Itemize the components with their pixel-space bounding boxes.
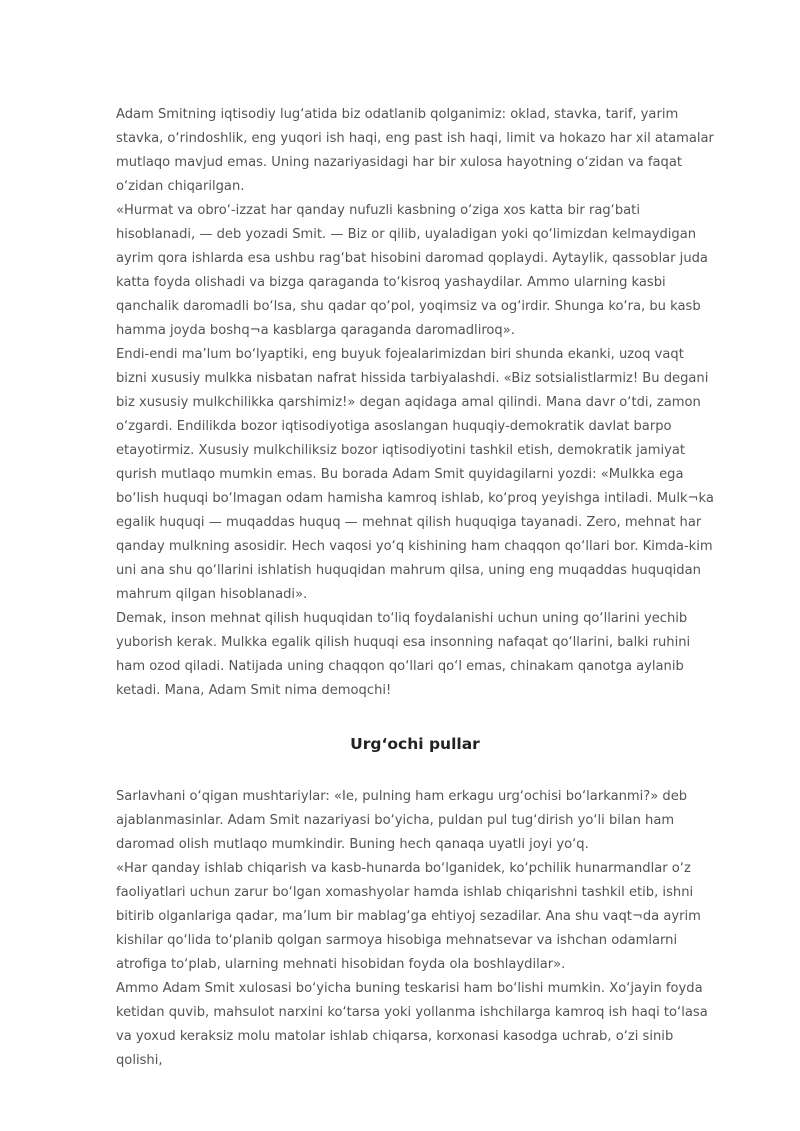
section-heading: Urg‘ochi pullar — [350, 735, 480, 753]
paragraph: «Har qanday ishlab chiqarish va kasb-hunarda bo‘lganidek, ko‘pchilik hunarmandlar o‘z faoliyatlari uchun zarur bo‘lgan xomashyolar hamda ishlab chiqarishni tashkil etib, ishni bitirib olganlariga qadar, ma’lum bir mablag‘ga ehtiyoj sezadilar. Ana shu vaqt¬da ayrim kishilar qo‘lida to‘planib qolgan sarmoya hisobiga mehnatsevar va ishchan odamlarni atrofiga to‘plab, ularning mehnati hisobidan foyda ola boshlaydilar». — [116, 861, 701, 972]
paragraph: Sarlavhani o‘qigan mushtariylar: «Ie, pulning ham erkagu urg‘ochisi bo‘larkanmi?» deb ajablanmasinlar. Adam Smit nazariyasi bo‘yicha, puldan pul tug‘dirish yo‘li bilan ham daromad olish mutlaqo mumkindir. Buning hech qanaqa uyatli joyi yo‘q. — [116, 789, 688, 852]
paragraph: Ammo Adam Smit xulosasi bo‘yicha buning teskarisi ham bo‘lishi mumkin. Xo‘jayin foyda ketidan quvib, mahsulot narxini ko‘tarsa yoki yollanma ishchilarga kamroq ish haqi to‘lasa va yoxud keraksiz molu matolar ishlab chiqarsa, korxonasi kasodga uchrab, o‘zi sinib qolishi, — [116, 981, 708, 1068]
paragraph: Demak, inson mehnat qilish huquqidan to‘liq foydalanishi uchun uning qo‘llarini yechib yuborish kerak. Mulkka egalik qilish huquqi esa insonning nafaqat qo‘llarini, balki ruhini ham ozod qiladi. Natijada uning chaqqon qo‘llari qo‘l emas, chinakam qanotga aylanib ketadi. Mana, Adam Smit nima demoqchi! — [116, 611, 691, 698]
paragraph: «Hurmat va obro‘-izzat har qanday nufuzli kasbning o‘ziga xos katta bir rag‘bati hisoblanadi, — deb yozadi Smit. — Biz or qilib, uyaladigan yoki qo‘limizdan kelmaydigan ayrim qora ishlarda esa ushbu rag‘bat hisobini daromad qoplaydi. Aytaylik, qassoblar juda katta foyda olishadi va bizga qaraganda to‘kisroq yashaydilar. Ammo ularning kasbi qanchalik daromadli bo‘lsa, shu qadar qo‘pol, yoqimsiz va og‘irdir. Shunga ko‘ra, bu kasb hamma joyda boshq¬a kasblarga qaraganda daromadliroq». — [116, 203, 708, 338]
paragraph: Endi-endi ma’lum bo‘lyaptiki, eng buyuk fojealarimizdan biri shunda ekanki, uzoq vaqt bizni xususiy mulkka nisbatan nafrat hissida tarbiyalashdi. «Biz sotsialistlarmiz! Bu degani biz xususiy mulkchilikka qarshimiz!» degan aqidaga amal qilindi. Mana davr o‘tdi, zamon o‘zgardi. Endilikda bozor iqtisodiyotiga asoslangan huquqiy-demokratik davlat barpo etayotirmiz. Xususiy mulkchiliksiz bozor iqtisodiyotini tashkil etish, demokratik jamiyat qurish mutlaqo mumkin emas. Bu borada Adam Smit quyidagilarni yozdi: «Mulkka ega bo‘lish huquqi bo‘lmagan odam hamisha kamroq ishlab, ko‘proq yeyishga intiladi. Mulk¬ka egalik huquqi — muqaddas huquq — mehnat qilish huquqiga tayanadi. Zero, mehnat har qanday mulkning asosidir. Hech vaqosi yo‘q kishining ham chaqqon qo‘llari bor. Kimda-kim uni ana shu qo‘llarini ishlatish huquqidan mahrum qilsa, uning eng muqaddas huquqidan mahrum qilgan hisoblanadi». — [116, 347, 714, 602]
document-body — [116, 103, 714, 1073]
paragraph: Adam Smitning iqtisodiy lug‘atida biz odatlanib qolganimiz: oklad, stavka, tarif, yarim stavka, o‘rindoshlik, eng yuqori ish haqi, eng past ish haqi, limit va hokazo har xil atamalar mutlaqo mavjud emas. Uning nazariyasidagi har bir xulosa hayotning o‘zidan va faqat o‘zidan chiqarilgan. — [116, 107, 714, 194]
